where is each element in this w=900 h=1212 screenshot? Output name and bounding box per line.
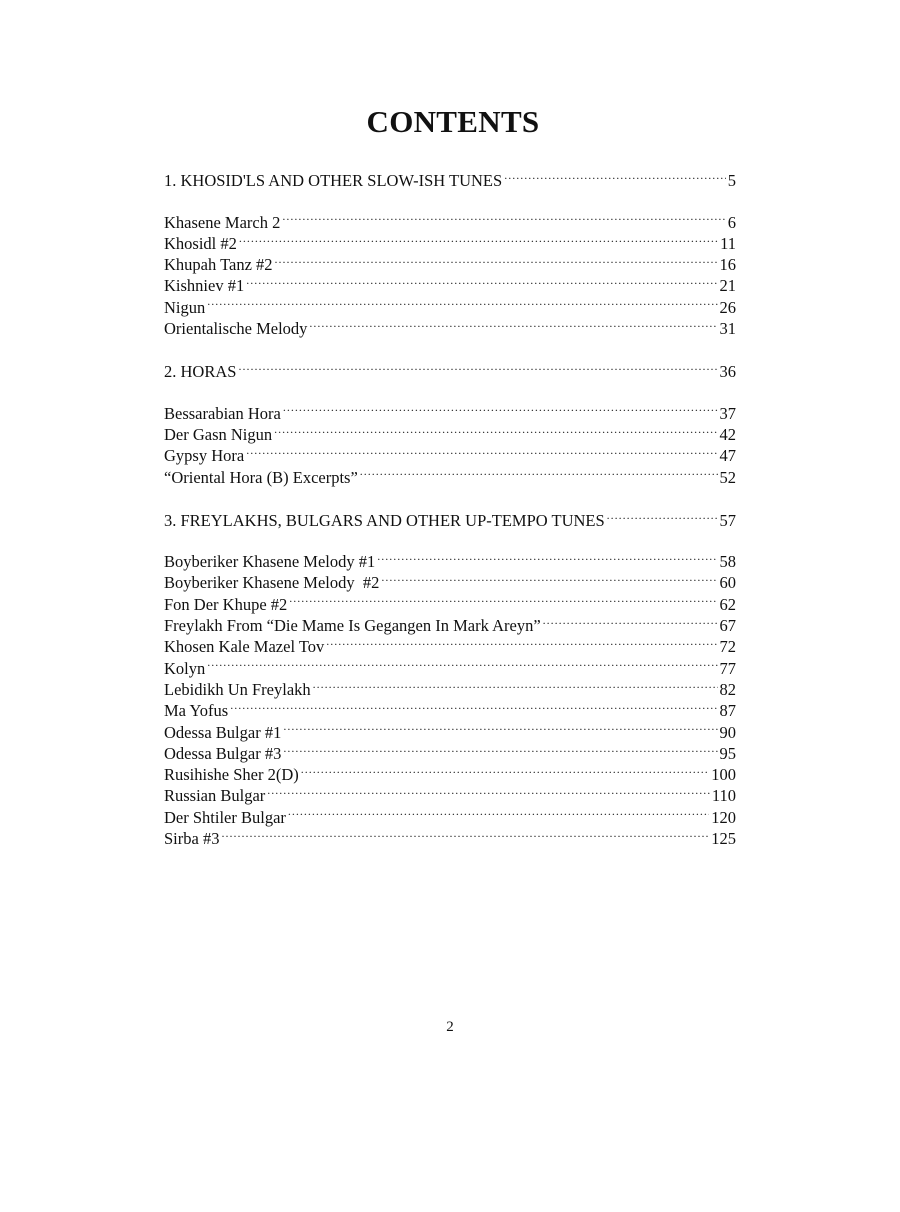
toc-entry-title: Boyberiker Khasene Melody #2: [164, 573, 380, 593]
toc-entry-page: 31: [719, 319, 736, 339]
toc-dot-leader: [238, 356, 717, 377]
toc-dot-leader: [607, 505, 718, 526]
toc-entry-title: Lebidikh Un Freylakh: [164, 679, 311, 699]
toc-dot-leader: [274, 419, 717, 440]
toc-entry-title: Russian Bulgar: [164, 786, 266, 806]
toc-dot-leader: [207, 652, 717, 673]
toc-entry-title: “Oriental Hora (B) Excerpts”: [164, 467, 358, 487]
toc-heading-title: 1. KHOSID'LS AND OTHER SLOW-ISH TUNES: [164, 171, 503, 191]
toc-entry-title: Nigun: [164, 297, 206, 317]
toc-dot-leader: [246, 440, 717, 461]
toc-entry[interactable]: [164, 270, 736, 296]
toc-heading-page: 36: [719, 362, 736, 382]
toc-entry-title: Fon Der Khupe #2: [164, 594, 288, 614]
toc-entry-title: Boyberiker Khasene Melody #1: [164, 552, 376, 572]
toc-dot-leader: [239, 228, 718, 249]
toc-entry-title: Khosidl #2: [164, 233, 237, 253]
toc-entry-title: Bessarabian Hora: [164, 403, 281, 423]
toc-entry[interactable]: [164, 397, 736, 423]
toc-entry-title: Sirba #3: [164, 829, 220, 849]
toc-entry-page: 87: [719, 701, 736, 721]
toc-section-heading[interactable]: [164, 165, 736, 191]
toc-heading-title: 2. HORAS: [164, 362, 237, 382]
toc-entry-title: Gypsy Hora: [164, 446, 245, 466]
toc-entry[interactable]: [164, 461, 736, 487]
toc-entry-page: 60: [719, 573, 736, 593]
toc-entry[interactable]: [164, 716, 736, 742]
toc-entry-title: Odessa Bulgar #3: [164, 743, 282, 763]
toc-entry-page: 26: [719, 297, 736, 317]
toc-entry-page: 11: [720, 233, 736, 253]
toc-entry[interactable]: [164, 823, 736, 849]
toc-entry-page: 37: [719, 403, 736, 423]
toc-dot-leader: [309, 313, 717, 334]
toc-entry-page: 21: [719, 276, 736, 296]
toc-entry-title: Der Gasn Nigun: [164, 424, 273, 444]
toc-section-2: [164, 356, 736, 487]
toc-dot-leader: [221, 823, 709, 844]
toc-heading-page: 5: [727, 171, 736, 191]
toc-dot-leader: [282, 206, 725, 227]
toc-entry-page: 42: [719, 424, 736, 444]
toc-dot-leader: [381, 567, 717, 588]
toc-dot-leader: [283, 738, 717, 759]
toc-dot-leader: [288, 801, 709, 822]
toc-section-heading[interactable]: [164, 505, 736, 530]
toc-entry-page: 58: [719, 552, 736, 572]
toc-entry-page: 120: [711, 807, 736, 827]
toc-entry-title: Orientalische Melody: [164, 319, 308, 339]
toc-entry-title: Khosen Kale Mazel Tov: [164, 637, 325, 657]
toc-entry-page: 6: [727, 212, 736, 232]
toc-section-heading[interactable]: [164, 356, 736, 382]
toc-entry[interactable]: [164, 440, 736, 466]
toc-entry-page: 82: [719, 679, 736, 699]
toc-entry-page: 95: [719, 743, 736, 763]
toc-entry[interactable]: [164, 206, 736, 232]
page-number: 2: [446, 1019, 454, 1035]
toc-entry-page: 100: [711, 765, 736, 785]
toc-entry[interactable]: [164, 695, 736, 721]
toc-entry-page: 110: [711, 786, 736, 806]
toc-entry-page: 62: [719, 594, 736, 614]
toc-entry-page: 90: [719, 722, 736, 742]
toc-dot-leader: [275, 249, 718, 270]
toc-dot-leader: [267, 780, 710, 801]
toc-dot-leader: [504, 165, 726, 186]
toc-dot-leader: [377, 546, 717, 567]
toc-entry-title: Kishniev #1: [164, 276, 245, 296]
toc-dot-leader: [543, 610, 718, 631]
toc-entry[interactable]: [164, 652, 736, 678]
toc-entry-title: Rusihishe Sher 2(D): [164, 765, 299, 785]
toc-dot-leader: [283, 397, 718, 418]
toc-entry-page: 125: [711, 829, 736, 849]
toc-entry-title: Ma Yofus: [164, 701, 229, 721]
toc-entry[interactable]: [164, 228, 736, 253]
toc-entry[interactable]: [164, 546, 736, 572]
toc-entry-title: Kolyn: [164, 658, 206, 678]
toc-entry-page: 72: [719, 637, 736, 657]
toc-entry-title: Der Shtiler Bulgar: [164, 807, 286, 827]
toc-dot-leader: [289, 588, 717, 609]
toc-entry-page: 47: [719, 446, 736, 466]
toc-dot-leader: [301, 759, 710, 780]
toc-entry[interactable]: [164, 674, 736, 699]
toc-dot-leader: [230, 695, 717, 716]
toc-heading-title: 3. FREYLAKHS, BULGARS AND OTHER UP-TEMPO TUNES: [164, 510, 605, 530]
toc-entry-title: Khupah Tanz #2: [164, 255, 273, 275]
toc-entry-title: Freylakh From “Die Mame Is Gegangen In Mark Areyn”: [164, 616, 541, 636]
toc-dot-leader: [207, 291, 717, 312]
toc-entry-page: 52: [719, 467, 736, 487]
toc-entry-title: Khasene March 2: [164, 212, 281, 232]
toc-entry[interactable]: [164, 313, 736, 339]
toc-heading-page: 57: [719, 510, 736, 530]
page-title: CONTENTS: [366, 104, 540, 139]
toc-dot-leader: [313, 674, 718, 695]
toc-entry-title: Odessa Bulgar #1: [164, 722, 282, 742]
toc-dot-leader: [283, 716, 717, 737]
toc-dot-leader: [326, 631, 717, 652]
toc-section-3: [164, 505, 736, 849]
toc-entry-page: 67: [719, 616, 736, 636]
toc-section-1: [164, 165, 736, 339]
toc-dot-leader: [360, 461, 718, 482]
toc-entry[interactable]: [164, 291, 736, 317]
toc-entry-page: 16: [719, 255, 736, 275]
toc-dot-leader: [246, 270, 717, 291]
toc-entry-page: 77: [719, 658, 736, 678]
toc-entry[interactable]: [164, 249, 736, 275]
table-of-contents: [164, 165, 736, 849]
